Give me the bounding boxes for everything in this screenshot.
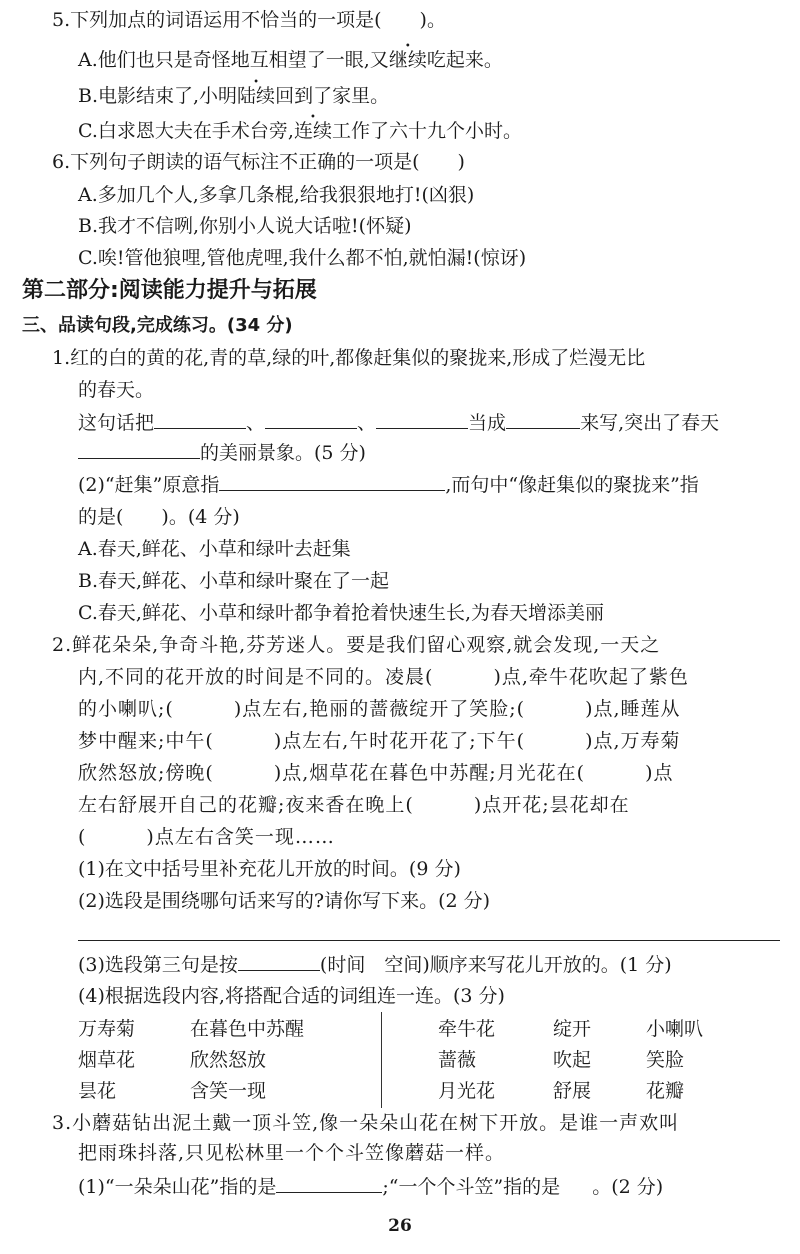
q5-option-a <box>78 48 503 72</box>
part-two-heading: 第二部分:阅读能力提升与拓展 <box>22 278 317 303</box>
answer-blank[interactable] <box>78 440 200 459</box>
p2-sub4: (4)根据选段内容,将搭配合适的词组连一连。(3 分) <box>78 985 505 1007</box>
p2-line: 的小喇叭;( )点左右,艳丽的蔷薇绽开了笑脸;( )点,睡莲从 <box>78 698 681 720</box>
match-item-left[interactable]: 含笑一现 <box>190 1080 267 1102</box>
p1-sub2-text: ,而句中“像赶集似的聚拢来”指 <box>445 474 699 496</box>
q5-option-b <box>78 84 389 108</box>
p2-line: 梦中醒来;中午( )点左右,午时花开花了;下午( )点,万寿菊 <box>78 730 681 752</box>
emphasis-dots-c: 连续 <box>293 120 332 142</box>
match-item-right[interactable]: 小喇叭 <box>646 1018 704 1040</box>
answer-blank[interactable] <box>376 410 468 429</box>
p2-line: 2.鲜花朵朵,争奇斗艳,芬芳迷人。要是我们留心观察,就会发现,一天之 <box>52 634 661 656</box>
q5-c-text-end: 工作了六十九个小时。 <box>331 120 522 142</box>
p3-sub1-text: ;“一个个斗笠”指的是 <box>382 1176 561 1198</box>
match-item-right[interactable]: 蔷薇 <box>438 1049 477 1071</box>
q6-option-a: A.多加几个人,多拿几条棍,给我狠狠地打!(凶狠) <box>78 184 475 206</box>
emphasis-dots-a: 继续 <box>388 49 427 71</box>
match-divider <box>381 1012 382 1108</box>
answer-blank[interactable] <box>238 952 320 971</box>
q5-a-text-end: 吃起来。 <box>426 49 503 71</box>
answer-blank[interactable] <box>265 410 357 429</box>
answer-line[interactable] <box>78 940 780 941</box>
p1-sub2-line <box>78 472 699 497</box>
p1-fill-text: 当成 <box>468 412 507 434</box>
p2-sub3-text: (时间 空间)顺序来写花儿开放的。(1 分) <box>319 954 672 976</box>
answer-blank[interactable] <box>219 472 445 491</box>
section-three-heading: 三、品读句段,完成练习。(34 分) <box>22 315 293 336</box>
p3-sub1-text: 。(2 分) <box>592 1176 664 1198</box>
p1-option-b: B.春天,鲜花、小草和绿叶聚在了一起 <box>78 570 390 592</box>
match-item-right[interactable]: 绽开 <box>553 1018 592 1040</box>
p2-line: 内,不同的花开放的时间是不同的。凌晨( )点,牵牛花吹起了紫色 <box>78 666 689 688</box>
match-item-left[interactable]: 烟草花 <box>78 1049 136 1071</box>
q5-stem: 5.下列加点的词语运用不恰当的一项是( )。 <box>52 9 446 31</box>
p3-line-1: 3.小蘑菇钻出泥土戴一顶斗笠,像一朵朵山花在树下开放。是谁一声欢叫 <box>52 1112 680 1134</box>
q6-option-b: B.我才不信咧,你别小人说大话啦!(怀疑) <box>78 215 412 237</box>
q5-c-text: C.白求恩大夫在手术台旁, <box>78 120 294 142</box>
match-item-right[interactable]: 牵牛花 <box>438 1018 496 1040</box>
p2-sub2: (2)选段是围绕哪句话来写的?请你写下来。(2 分) <box>78 890 491 912</box>
match-item-right[interactable]: 月光花 <box>438 1080 496 1102</box>
p1-line-1: 1.红的白的黄的花,青的草,绿的叶,都像赶集似的聚拢来,形成了烂漫无比 <box>52 347 646 369</box>
q6-stem: 6.下列句子朗读的语气标注不正确的一项是( ) <box>52 151 465 173</box>
p1-sub2-text: (2)“赶集”原意指 <box>78 474 220 496</box>
answer-blank[interactable] <box>154 410 246 429</box>
answer-blank[interactable] <box>276 1174 382 1193</box>
p3-line-2: 把雨珠抖落,只见松林里一个个斗笠像蘑菇一样。 <box>78 1142 506 1164</box>
emphasis-dots-b: 陆续 <box>237 85 276 107</box>
match-item-left[interactable]: 万寿菊 <box>78 1018 136 1040</box>
q5-option-c <box>78 119 522 143</box>
p2-line: 欣然怒放;傍晚( )点,烟草花在暮色中苏醒;月光花在( )点 <box>78 762 674 784</box>
p1-fill-line-2 <box>78 440 366 465</box>
match-item-left[interactable]: 在暮色中苏醒 <box>190 1018 305 1040</box>
q6-option-c: C.唉!管他狼哩,管他虎哩,我什么都不怕,就怕漏!(惊讶) <box>78 247 527 269</box>
p1-option-a: A.春天,鲜花、小草和绿叶去赶集 <box>78 538 351 560</box>
p1-fill-text: 的美丽景象。(5 分) <box>200 442 366 464</box>
p2-line: 左右舒展开自己的花瓣;夜来香在晚上( )点开花;昙花却在 <box>78 794 630 816</box>
p1-fill-line <box>78 410 719 435</box>
match-item-right[interactable]: 舒展 <box>553 1080 592 1102</box>
p1-fill-text: 、 <box>357 412 377 434</box>
q5-b-text-end: 回到了家里。 <box>275 85 390 107</box>
p1-fill-text: 这句话把 <box>78 412 155 434</box>
p3-sub1-text: (1)“一朵朵山花”指的是 <box>78 1176 277 1198</box>
match-item-right[interactable]: 笑脸 <box>646 1049 685 1071</box>
q5-a-text: A.他们也只是奇怪地互相望了一眼,又 <box>78 49 389 71</box>
match-item-right[interactable]: 花瓣 <box>646 1080 685 1102</box>
p2-sub3-text: (3)选段第三句是按 <box>78 954 238 976</box>
match-item-left[interactable]: 昙花 <box>78 1080 117 1102</box>
p1-option-c: C.春天,鲜花、小草和绿叶都争着抢着快速生长,为春天增添美丽 <box>78 602 604 624</box>
p1-fill-text: 、 <box>246 412 266 434</box>
p1-fill-text: 来写,突出了春天 <box>580 412 720 434</box>
p1-line-2: 的春天。 <box>78 379 155 401</box>
p1-sub2-line-2: 的是( )。(4 分) <box>78 506 240 528</box>
q5-b-text: B.电影结束了,小明 <box>78 85 238 107</box>
p3-sub1 <box>78 1174 663 1199</box>
p2-line: ( )点左右含笑一现…… <box>78 826 335 848</box>
p2-sub3 <box>78 952 672 977</box>
p2-sub1: (1)在文中括号里补充花儿开放的时间。(9 分) <box>78 858 461 880</box>
answer-blank[interactable] <box>506 410 580 429</box>
match-item-right[interactable]: 吹起 <box>553 1049 592 1071</box>
match-item-left[interactable]: 欣然怒放 <box>190 1049 267 1071</box>
page-number: 26 <box>388 1216 412 1236</box>
